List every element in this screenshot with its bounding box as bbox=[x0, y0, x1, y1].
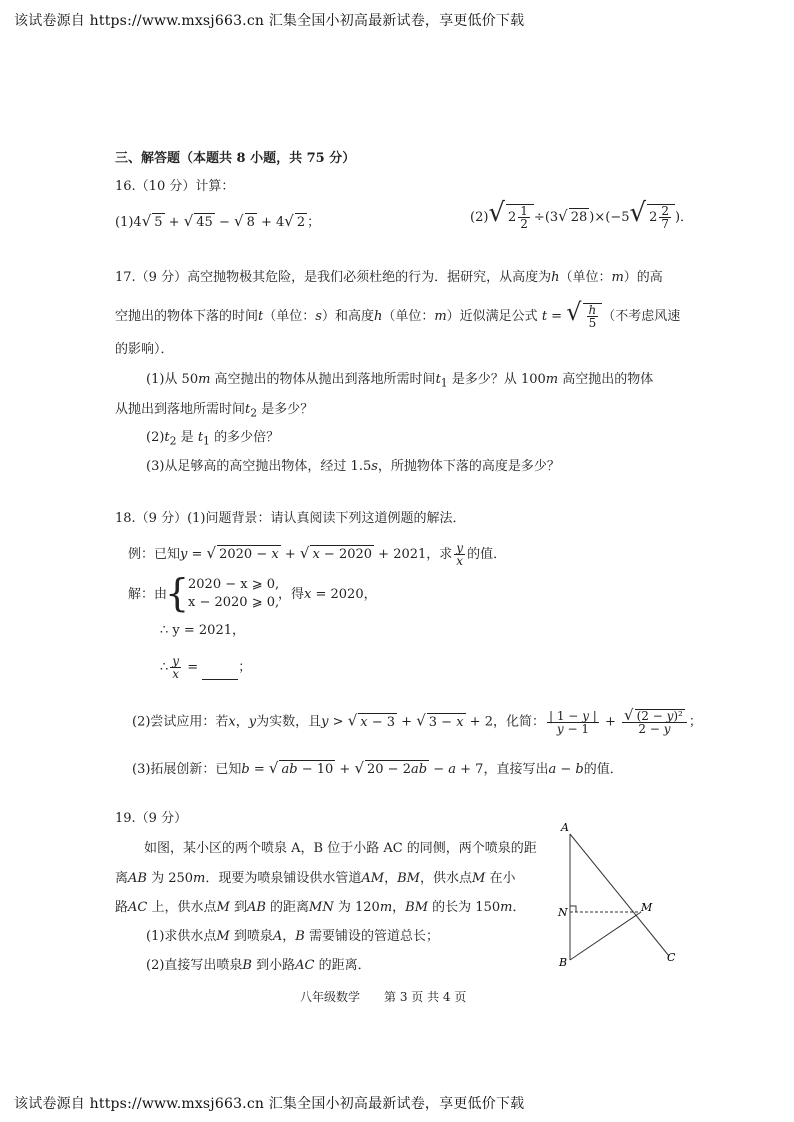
q18-system-eq1: 2020 − x ⩾ 0, bbox=[188, 577, 280, 592]
q19-geometry-figure bbox=[555, 818, 685, 970]
system-brace: { bbox=[165, 571, 190, 615]
q16-part2: (2)√ 2 $\frac{1}{2}$ ÷(3√ 28 )×(−5√ 2 $\frac{2}{7}$ )． bbox=[470, 198, 694, 231]
q18-example: 例：已知y = √ 2020 − x + √ x − 2020 + 2021，求 $\frac{y}{x}$ 的值． bbox=[128, 541, 507, 568]
segment-BM bbox=[570, 912, 641, 960]
q17-sub2: $(2)t_2$ 是 $t_1$ 的多少倍？ bbox=[146, 430, 280, 448]
q19-line3: 路AC 上，供水点M 到AB 的距离MN 为 120m，BM 的长为 150m． bbox=[115, 900, 526, 915]
label-M: M bbox=[641, 901, 653, 914]
section-title: 三、解答题（本题共 8 小题，共 75 分） bbox=[115, 151, 356, 166]
q18-step2: ∴ $\frac{y}{x}$ = ； bbox=[160, 654, 252, 681]
q19-line1: 如图，某小区的两个喷泉 A，B 位于小路 AC 的同侧，两个喷泉的距 bbox=[144, 841, 537, 856]
q18-solution-result: ，得x = 2020， bbox=[278, 587, 377, 602]
q19-head: 19.（9 分） bbox=[115, 811, 188, 826]
label-C: C bbox=[667, 951, 676, 964]
q17-line1: 17.（9 分）高空抛物极其危险，是我们必须杜绝的行为．据研究，从高度为h（单位：m）的高 bbox=[115, 270, 663, 285]
label-N: N bbox=[558, 906, 568, 919]
source-banner-bottom: 该试卷源自 https://www.mxsj663.cn 汇集全国小初高最新试卷，享更低价下载 bbox=[14, 1096, 525, 1112]
q19-line2: 离AB 为 250m．现要为喷泉铺设供水管道AM，BM，供水点M 在小 bbox=[115, 871, 516, 886]
segment-AC bbox=[570, 834, 669, 956]
q16-part1: (1)4√ 5 + √ 45 − √ 8 + 4√ 2 ； bbox=[115, 212, 321, 230]
right-angle-mark bbox=[570, 906, 576, 912]
q18-head: 18.（9 分）(1)问题背景：请认真阅读下列这道例题的解法． bbox=[115, 511, 466, 526]
page-footer: 八年级数学 第 3 页 共 4 页 bbox=[300, 990, 467, 1004]
q16-head: 16.（10 分）计算： bbox=[115, 179, 235, 194]
label-B: B bbox=[559, 956, 568, 969]
answer-blank[interactable] bbox=[202, 667, 238, 680]
q17-sub1a: (1)从 50m 高空抛出的物体从抛出到落地所需时间$t_1$ 是多少？从 100m 高空抛出的物体 bbox=[146, 372, 654, 390]
q17-line3: 的影响）． bbox=[115, 342, 174, 357]
q17-sub1b: 从抛出到落地所需时间$t_2$ 是多少？ bbox=[115, 402, 314, 420]
q18-part3: (3)拓展创新：已知b = √ ab − 10 + √ 20 − 2ab − a + 7，直接写出a − b的值． bbox=[132, 759, 623, 777]
q18-step1: ∴ y = 2021， bbox=[160, 623, 245, 638]
q18-system-eq2: x − 2020 ⩾ 0, bbox=[188, 595, 280, 610]
q17-sub3: (3)从足够高的高空抛出物体，经过 1.5s，所抛物体下落的高度是多少？ bbox=[146, 459, 560, 474]
q17-line2: 空抛出的物体下落的时间t（单位：s）和高度h（单位：m）近似满足公式 t = √ $\frac{h}{5}$ （不考虑风速 bbox=[115, 298, 681, 330]
source-banner-top: 该试卷源自 https://www.mxsj663.cn 汇集全国小初高最新试卷，享更低价下载 bbox=[14, 13, 525, 29]
q18-solution-label: 解：由 bbox=[128, 587, 168, 602]
q19-sub2: (2)直接写出喷泉B 到小路AC 的距离． bbox=[146, 958, 371, 973]
q19-sub1: (1)求供水点M 到喷泉A，B 需要铺设的管道总长； bbox=[146, 929, 439, 944]
q18-part2: (2)尝试应用：若x，y为实数，且y > √ x − 3 + √ 3 − x + 2，化简： $\frac{| 1 - y |}{y - 1}$ + $\frac{\text{√ (2 − y)²}}{2 - y}$ ； bbox=[132, 706, 702, 736]
label-A: A bbox=[561, 821, 569, 834]
